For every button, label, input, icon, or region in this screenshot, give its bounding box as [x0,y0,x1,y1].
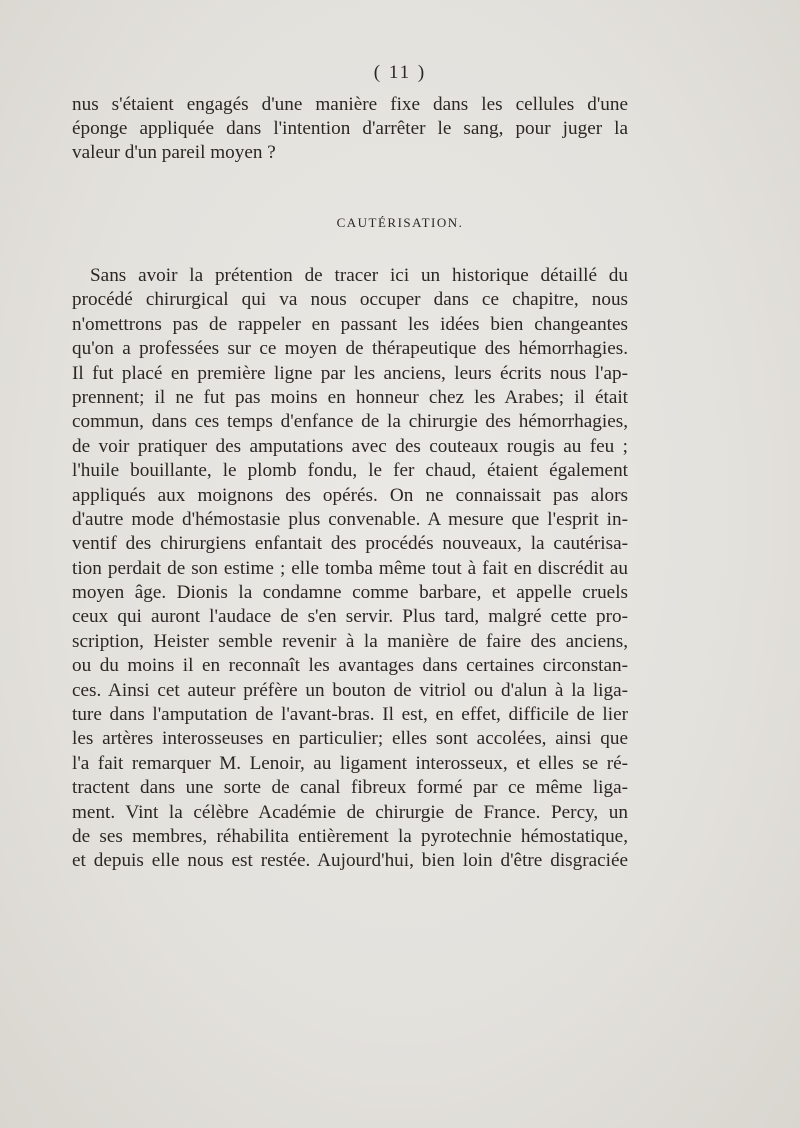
text-line: ture dans l'amputation de l'avant-bras. Il est, en effet, difficile de lier [72,704,628,726]
text-line: les artères interosseuses en particulier; elles sont accolées, ainsi que [72,728,628,750]
text-line: ces. Ainsi cet auteur préfère un bouton de vitriol ou d'alun à la liga- [72,679,628,701]
text-line: de ses membres, réhabilita entièrement la pyrotechnie hémostatique, [72,825,628,847]
text-line: ventif des chirurgiens enfantait des procédés nouveaux, la cautérisa- [72,533,628,555]
text-line: qu'on a professées sur ce moyen de thérapeutique des hémorrhagies. [72,338,628,360]
text-line: nus s'étaient engagés d'une manière fixe dans les cellules d'une [72,94,628,115]
opening-paragraph [72,93,628,165]
text-line: valeur d'un pareil moyen ? [72,142,276,163]
body-paragraph [72,264,628,874]
text-line: éponge appliquée dans l'intention d'arrêter le sang, pour juger la [72,118,628,139]
text-line: l'huile bouillante, le plomb fondu, le fer chaud, étaient également [72,460,628,482]
text-line: et depuis elle nous est restée. Aujourd'hui, bien loin d'être disgraciée [72,850,628,872]
text-line: Il fut placé en première ligne par les anciens, leurs écrits nous l'ap- [72,362,628,384]
text-line: l'a fait remarquer M. Lenoir, au ligament interosseux, et elles se ré- [72,752,628,774]
page-number: ( 11 ) [373,62,427,83]
text-line: Sans avoir la prétention de tracer ici un historique détaillé du [90,265,628,286]
text-line: commun, dans ces temps d'enfance de la chirurgie des hémorrhagies, [72,411,628,433]
text-line: appliqués aux moignons des opérés. On ne connaissait pas alors [72,484,628,506]
text-line: scription, Heister semble revenir à la manière de faire des anciens, [72,630,628,652]
section-heading: CAUTÉRISATION. [336,215,464,230]
text-line: prennent; il ne fut pas moins en honneur chez les Arabes; il était [72,386,628,408]
text-line: ment. Vint la célèbre Académie de chirurgie de France. Percy, un [72,801,628,823]
text-line: n'omettrons pas de rappeler en passant les idées bien changeantes [72,313,628,335]
text-line: d'autre mode d'hémostasie plus convenable. A mesure que l'esprit in- [72,508,628,530]
text-line: procédé chirurgical qui va nous occuper dans ce chapitre, nous [72,289,628,311]
text-line: tractent dans une sorte de canal fibreux formé par ce même liga- [72,777,628,799]
text-line: tion perdait de son estime ; elle tomba même tout à fait en discrédit au [72,557,628,579]
text-line: moyen âge. Dionis la condamne comme barbare, et appelle cruels [72,582,628,604]
text-line: ou du moins il en reconnaît les avantages dans certaines circonstan- [72,655,628,677]
text-line: de voir pratiquer des amputations avec des couteaux rougis au feu ; [72,435,628,457]
text-line: ceux qui auront l'audace de s'en servir. Plus tard, malgré cette pro- [72,606,628,628]
